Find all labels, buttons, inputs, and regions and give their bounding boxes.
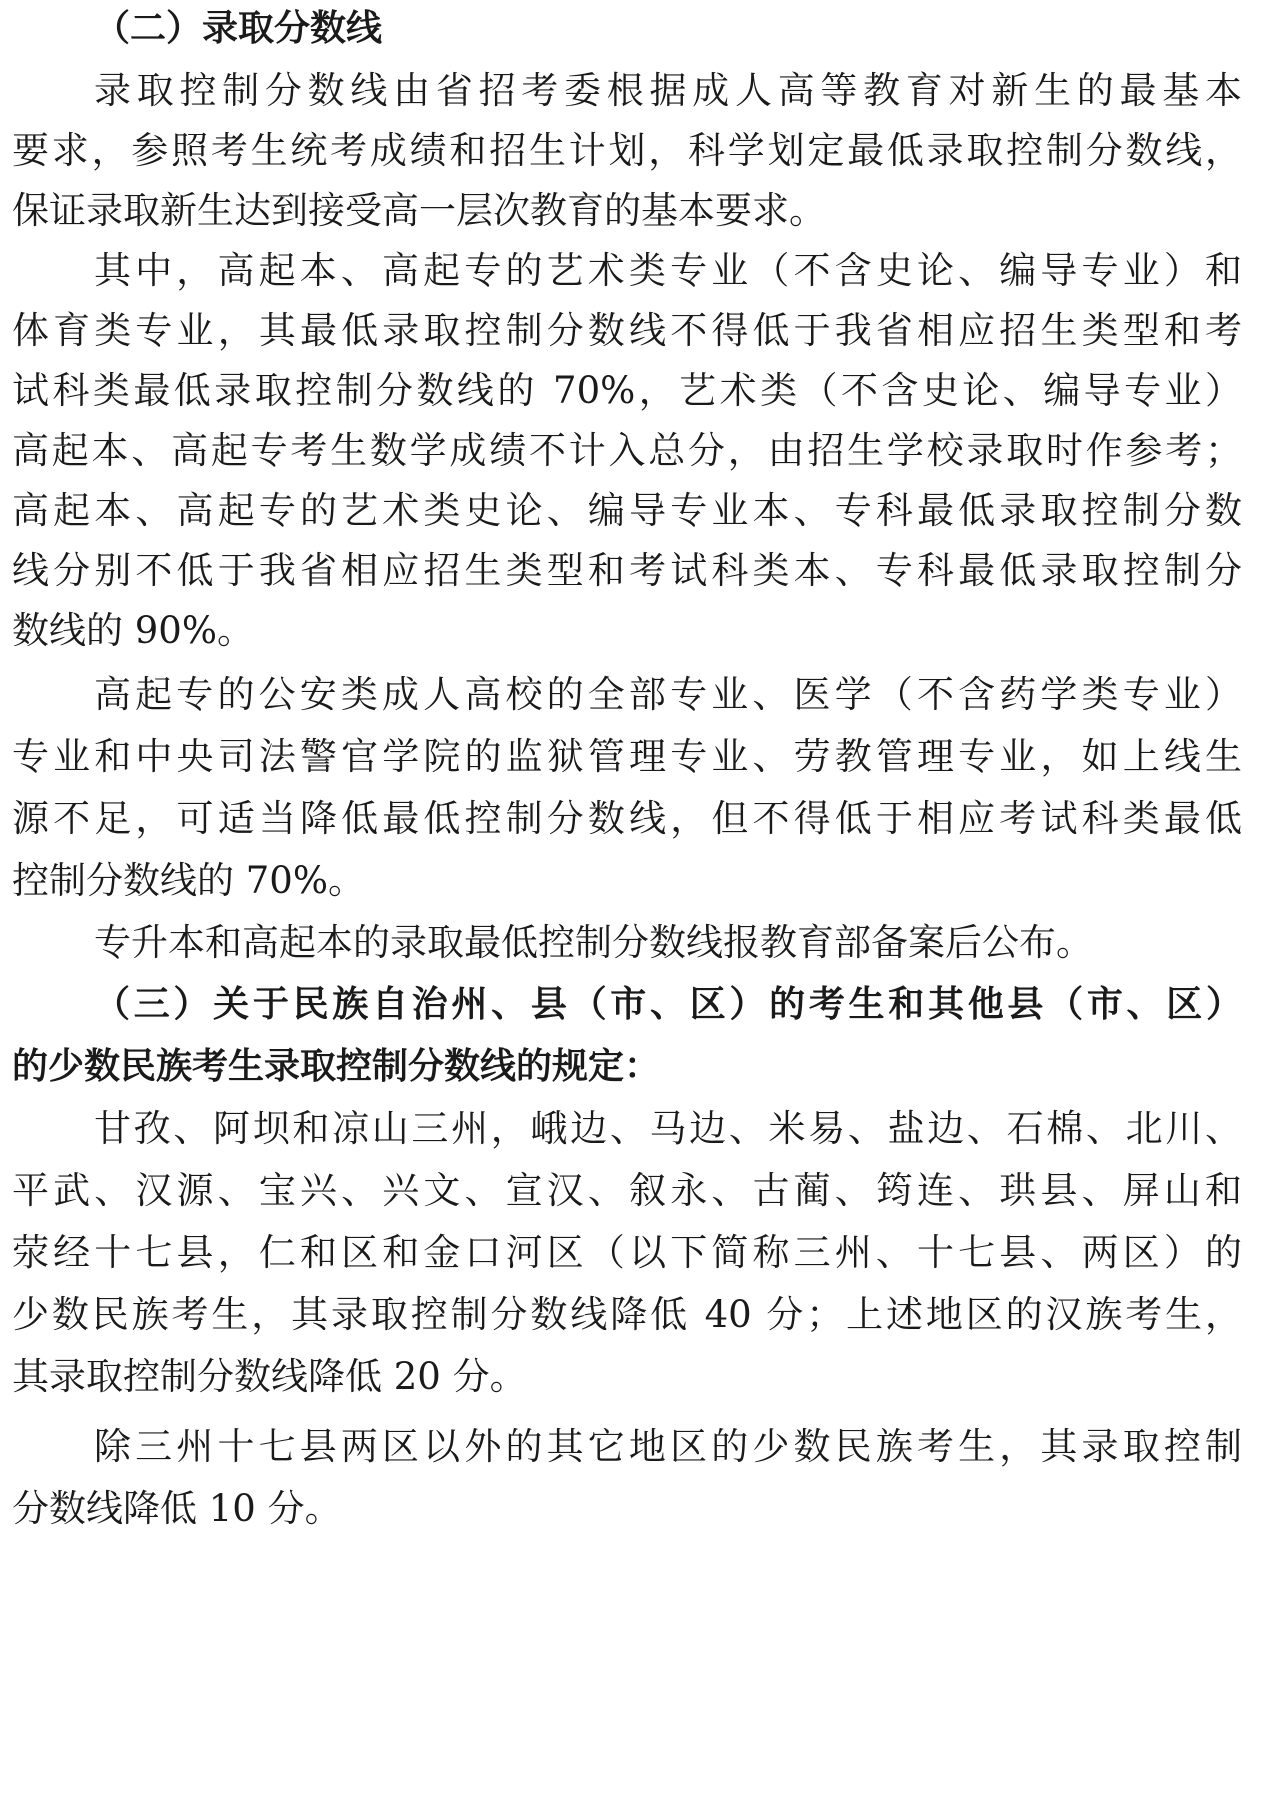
paragraph-line: 平武、汉源、宝兴、兴文、宣汉、叙永、古蔺、筠连、珙县、屏山和 [12, 1169, 1242, 1212]
paragraph-line: 荥经十七县，仁和区和金口河区（以下简称三州、十七县、两区）的 [12, 1231, 1242, 1274]
paragraph-line: 甘孜、阿坝和凉山三州，峨边、马边、米易、盐边、石棉、北川、 [94, 1107, 1242, 1150]
paragraph-line: 分数线降低 10 分。 [12, 1487, 342, 1530]
section-heading-admission-scores: （二）录取分数线 [94, 8, 383, 49]
paragraph-line: 专升本和高起本的录取最低控制分数线报教育部备案后公布。 [94, 921, 1093, 964]
paragraph-line: 高起本、高起专的艺术类史论、编导专业本、专科最低录取控制分数 [12, 489, 1242, 532]
paragraph-line: 录取控制分数线由省招考委根据成人高等教育对新生的最基本 [94, 69, 1242, 112]
paragraph-line: 试科类最低录取控制分数线的 70%，艺术类（不含史论、编导专业） [12, 369, 1242, 412]
paragraph-line: 高起本、高起专考生数学成绩不计入总分，由招生学校录取时作参考； [12, 429, 1242, 472]
paragraph-line: 控制分数线的 70%。 [12, 859, 365, 902]
paragraph-line: 数线的 90%。 [12, 609, 254, 652]
section-heading-ethnic-minority-rules: （三）关于民族自治州、县（市、区）的考生和其他县（市、区） [94, 984, 1242, 1025]
paragraph-line: 保证录取新生达到接受高一层次教育的基本要求。 [12, 189, 826, 232]
paragraph-line: 少数民族考生，其录取控制分数线降低 40 分；上述地区的汉族考生， [12, 1293, 1242, 1336]
section-heading-ethnic-minority-rules-cont: 的少数民族考生录取控制分数线的规定： [12, 1046, 661, 1087]
paragraph-line: 专业和中央司法警官学院的监狱管理专业、劳教管理专业，如上线生 [12, 735, 1242, 778]
paragraph-line: 体育类专业，其最低录取控制分数线不得低于我省相应招生类型和考 [12, 309, 1242, 352]
paragraph-line: 源不足，可适当降低最低控制分数线，但不得低于相应考试科类最低 [12, 797, 1242, 840]
paragraph-line: 其录取控制分数线降低 20 分。 [12, 1355, 527, 1398]
paragraph-line: 高起专的公安类成人高校的全部专业、医学（不含药学类专业） [94, 673, 1242, 716]
paragraph-line: 其中，高起本、高起专的艺术类专业（不含史论、编导专业）和 [94, 249, 1242, 292]
document-page [12, 0, 1242, 1793]
paragraph-line: 要求，参照考生统考成绩和招生计划，科学划定最低录取控制分数线， [12, 129, 1242, 172]
paragraph-line: 线分别不低于我省相应招生类型和考试科类本、专科最低录取控制分 [12, 549, 1242, 592]
paragraph-line: 除三州十七县两区以外的其它地区的少数民族考生，其录取控制 [94, 1425, 1242, 1468]
